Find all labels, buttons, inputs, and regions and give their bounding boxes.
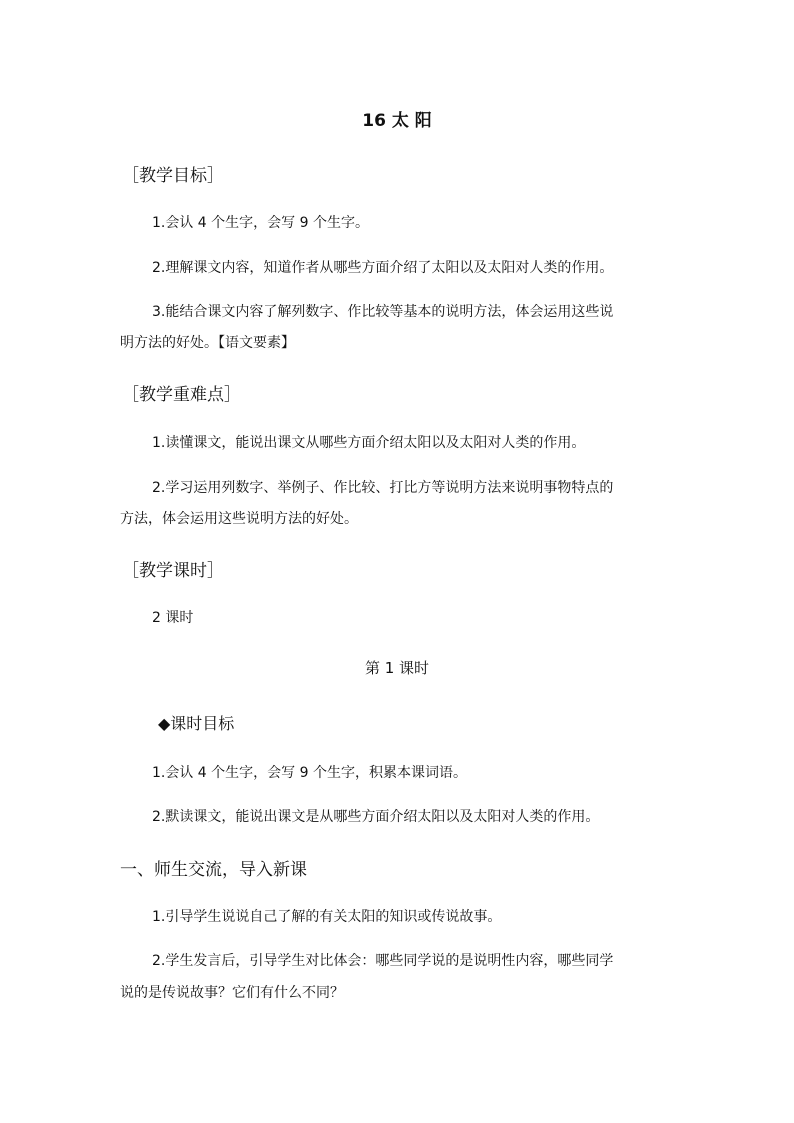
paragraph: 2.学习运用列数字、举例子、作比较、打比方等说明方法来说明事物特点的 — [152, 480, 614, 496]
paragraph: 1.读懂课文，能说出课文从哪些方面介绍太阳以及太阳对人类的作用。 — [152, 435, 586, 451]
paragraph: 1.会认 4 个生字，会写 9 个生字，积累本课词语。 — [152, 765, 467, 781]
section-heading-teaching-goals: ［教学目标］ — [122, 166, 224, 186]
paragraph-continuation: 说的是传说故事？它们有什么不同？ — [120, 985, 344, 1001]
page-title: 16 太 阳 — [362, 111, 432, 131]
paragraph-continuation: 明方法的好处。【语文要素】 — [120, 335, 295, 351]
paragraph: 2 课时 — [152, 610, 194, 626]
part-heading: 一、师生交流，导入新课 — [120, 860, 307, 880]
paragraph: 3.能结合课文内容了解列数字、作比较等基本的说明方法，体会运用这些说 — [152, 304, 614, 320]
paragraph: 2.学生发言后，引导学生对比体会：哪些同学说的是说明性内容，哪些同学 — [152, 953, 614, 969]
paragraph-continuation: 方法，体会运用这些说明方法的好处。 — [120, 511, 358, 527]
paragraph: 2.理解课文内容，知道作者从哪些方面介绍了太阳以及太阳对人类的作用。 — [152, 260, 614, 276]
paragraph: 2.默读课文，能说出课文是从哪些方面介绍太阳以及太阳对人类的作用。 — [152, 809, 600, 825]
paragraph: 1.引导学生说说自己了解的有关太阳的知识或传说故事。 — [152, 909, 502, 925]
section-heading-key-points: ［教学重难点］ — [122, 385, 241, 405]
lesson-heading: 第 1 课时 — [364, 659, 430, 677]
subheading-lesson-goals: ◆课时目标 — [158, 714, 235, 733]
paragraph: 1.会认 4 个生字，会写 9 个生字。 — [152, 215, 369, 231]
section-heading-class-hours: ［教学课时］ — [122, 561, 224, 581]
